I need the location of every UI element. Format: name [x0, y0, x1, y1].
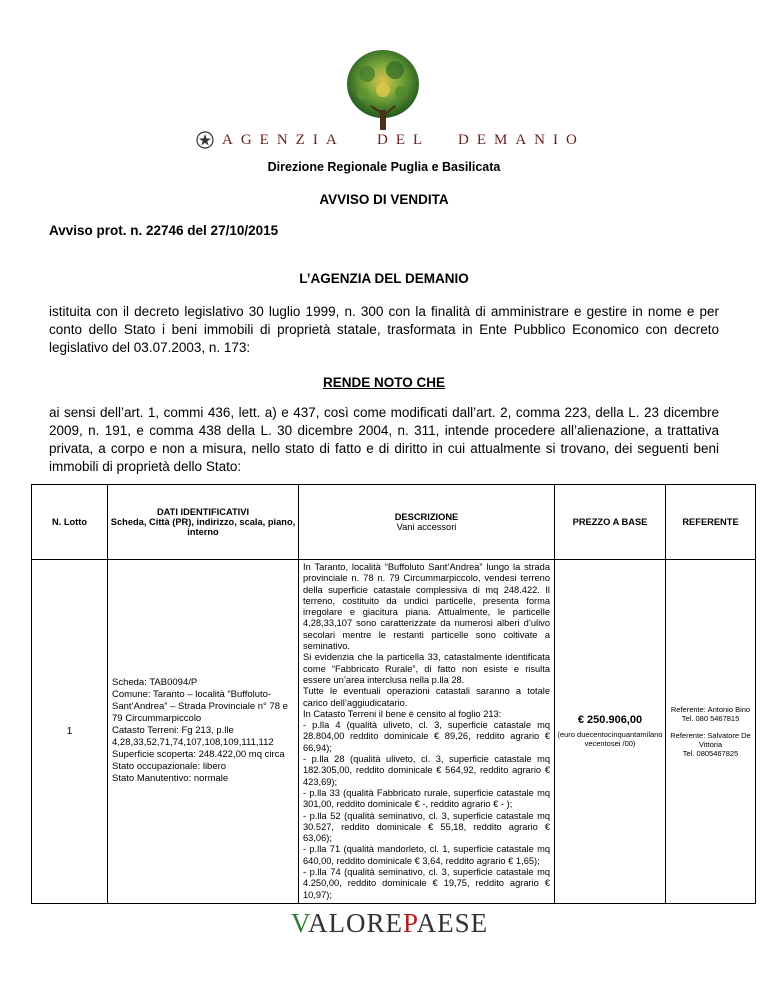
header-logo-area [0, 0, 768, 150]
referente-tel: Tel. 080 5467815 [681, 713, 740, 723]
prezzo-value: € 250.906,00 [577, 714, 643, 727]
referente-tel: Tel. 0805467825 [682, 748, 739, 758]
valore-paese-logo [291, 908, 489, 942]
protocol-line: Avviso prot. n. 22746 del 27/10/2015 [49, 223, 279, 238]
tree-logo-icon [337, 44, 429, 136]
logo-aese: AESE [416, 908, 489, 938]
intro-paragraph: istituita con il decreto legislativo 30 luglio 1999, n. 300 con la finalità di amministrare e gestire in nome e per conto dello Stato i beni immobili di proprietà statale, trasformata in Ente Pubblico Economico con decreto legislativo del 03.07.2003, n. 173: [49, 304, 719, 355]
desc-line: - p.lla 74 (qualità seminativo, cl. 3, superficie catastale mq 4.250,00, reddito dominicale € 19,75, reddito agrario € 10,97); [303, 867, 550, 900]
table-row [32, 560, 756, 904]
logo-alore: ALORE [308, 908, 404, 938]
referente-2 [666, 731, 755, 758]
lotto-number: 1 [32, 560, 108, 904]
lots-table [31, 484, 756, 904]
dati-line: Scheda: TAB0094/P [112, 677, 198, 689]
referente-name: Referente: Antonio Bino [670, 704, 751, 714]
desc-line: - p.lla 28 (qualità uliveto, cl. 3, superficie catastale mq 182.305,00, reddito dominicale € 564,92, reddito agrario € 423,69); [303, 754, 550, 787]
dati-line: Superficie scoperta: 248.422,00 mq circa [112, 749, 285, 761]
referente-name: Referente: Salvatore De Vittoria [670, 730, 751, 749]
logo-v: V [291, 908, 309, 938]
desc-line: In Taranto, località “Buffoluto Sant’Andrea” lungo la strada provinciale n. 78 n. 79 Circummarpiccolo, vendesi terreno della superficie catastale complessiva di mq 248.422. Il terreno, costituito da undici particelle, presenta forma irregolare e giacitura piana. Attualmente, le particelle 4,28,33,107 sono caratterizzate da numerosi alberi d’ulivo secolari mentre le restanti particelle sono coltivate a seminativo. [303, 562, 550, 652]
dati-line: Catasto Terreni: Fg 213, p.lle 4,28,33,52,71,74,107,108,109,111,112 [112, 725, 274, 749]
dati-line: Stato occupazionale: libero [112, 761, 227, 773]
desc-line: - p.lla 4 (qualità uliveto, cl. 3, superficie catastale mq 28.804,00 reddito dominicale € 89,26, reddito agrario € 66,94); [303, 720, 550, 753]
direzione-regionale: Direzione Regionale Puglia e Basilicata [267, 160, 501, 174]
agency-word-demanio: DEMANIO [458, 132, 585, 148]
dati-cell [108, 560, 299, 904]
document-title: AVVISO DI VENDITA [319, 192, 449, 207]
header-dati-title: DATI IDENTIFICATIVI [156, 507, 250, 517]
desc-line: Si evidenzia che la particella 33, catastalmente identificata come “Fabbricato Rurale”, di fatto non esiste e risulta essere un’area interclusa nella p.lla 28. [303, 652, 550, 685]
desc-line: In Catasto Terreni il bene è censito al foglio 213: [303, 708, 502, 719]
header-desc-sub: Vani accessori [396, 522, 457, 532]
agency-word-agenzia: AGENZIA [222, 132, 345, 148]
header-descrizione [299, 485, 555, 560]
header-referente: REFERENTE [666, 485, 756, 560]
table-header-row [32, 485, 756, 560]
referente-cell [666, 560, 756, 904]
body-paragraph: ai sensi dell’art. 1, commi 436, lett. a) e 437, così come modificati dall’art. 2, comma 223, della L. 23 dicembre 2009, n. 191, e comma 438 della L. 30 dicembre 2004, n. 311, intende procedere all’alienazione, a trattativa privata, a corpo e non a misura, nello stato di fatto e di diritto in cui attualmente si trovano, dei seguenti beni immobili di proprietà dello Stato: [49, 405, 719, 474]
header-prezzo: PREZZO A BASE [555, 485, 666, 560]
referente-1 [666, 705, 755, 723]
desc-line: - p.lla 52 (qualità seminativo, cl. 3, superficie catastale mq 30.527, reddito dominicale € 55,18, reddito agrario € 63,06); [303, 810, 550, 844]
descrizione-cell [299, 560, 555, 904]
prezzo-cell [555, 560, 666, 904]
dati-line: Stato Manutentivo: normale [112, 773, 229, 785]
header-desc-title: DESCRIZIONE [394, 512, 459, 522]
logo-p: P [403, 908, 417, 938]
descrizione-text [299, 560, 554, 903]
dati-text [108, 677, 298, 785]
state-emblem-icon [196, 131, 214, 149]
header-dati-sub: Scheda, Città (PR), indirizzo, scala, piano, interno [110, 517, 296, 537]
header-dati [108, 485, 299, 560]
dati-line: Comune: Taranto – località “Buffoluto-Sant’Andrea” – Strada Provinciale n° 78 e 79 Circummarpiccolo [112, 689, 288, 725]
desc-line: Tutte le eventuali operazioni catastali saranno a totale carico dell’aggiudicatario. [303, 686, 550, 708]
rende-noto-heading: RENDE NOTO CHE [322, 375, 445, 390]
desc-line: - p.lla 71 (qualità mandorleto, cl. 1, superficie catastale mq 640,00, reddito dominicale € 3,64, reddito agrario € 1,65); [303, 844, 550, 866]
agency-word-del: DEL [377, 132, 431, 148]
agency-heading: L’AGENZIA DEL DEMANIO [299, 271, 469, 286]
header-lotto: N. Lotto [32, 485, 108, 560]
desc-line: - p.lla 33 (qualità Fabbricato rurale, superficie catastale mq 301,00, reddito dominicale € -, reddito agrario € - ); [303, 787, 550, 810]
prezzo-lettere: (euro duecentocinquantamilano vecentosei /00) [557, 730, 663, 749]
